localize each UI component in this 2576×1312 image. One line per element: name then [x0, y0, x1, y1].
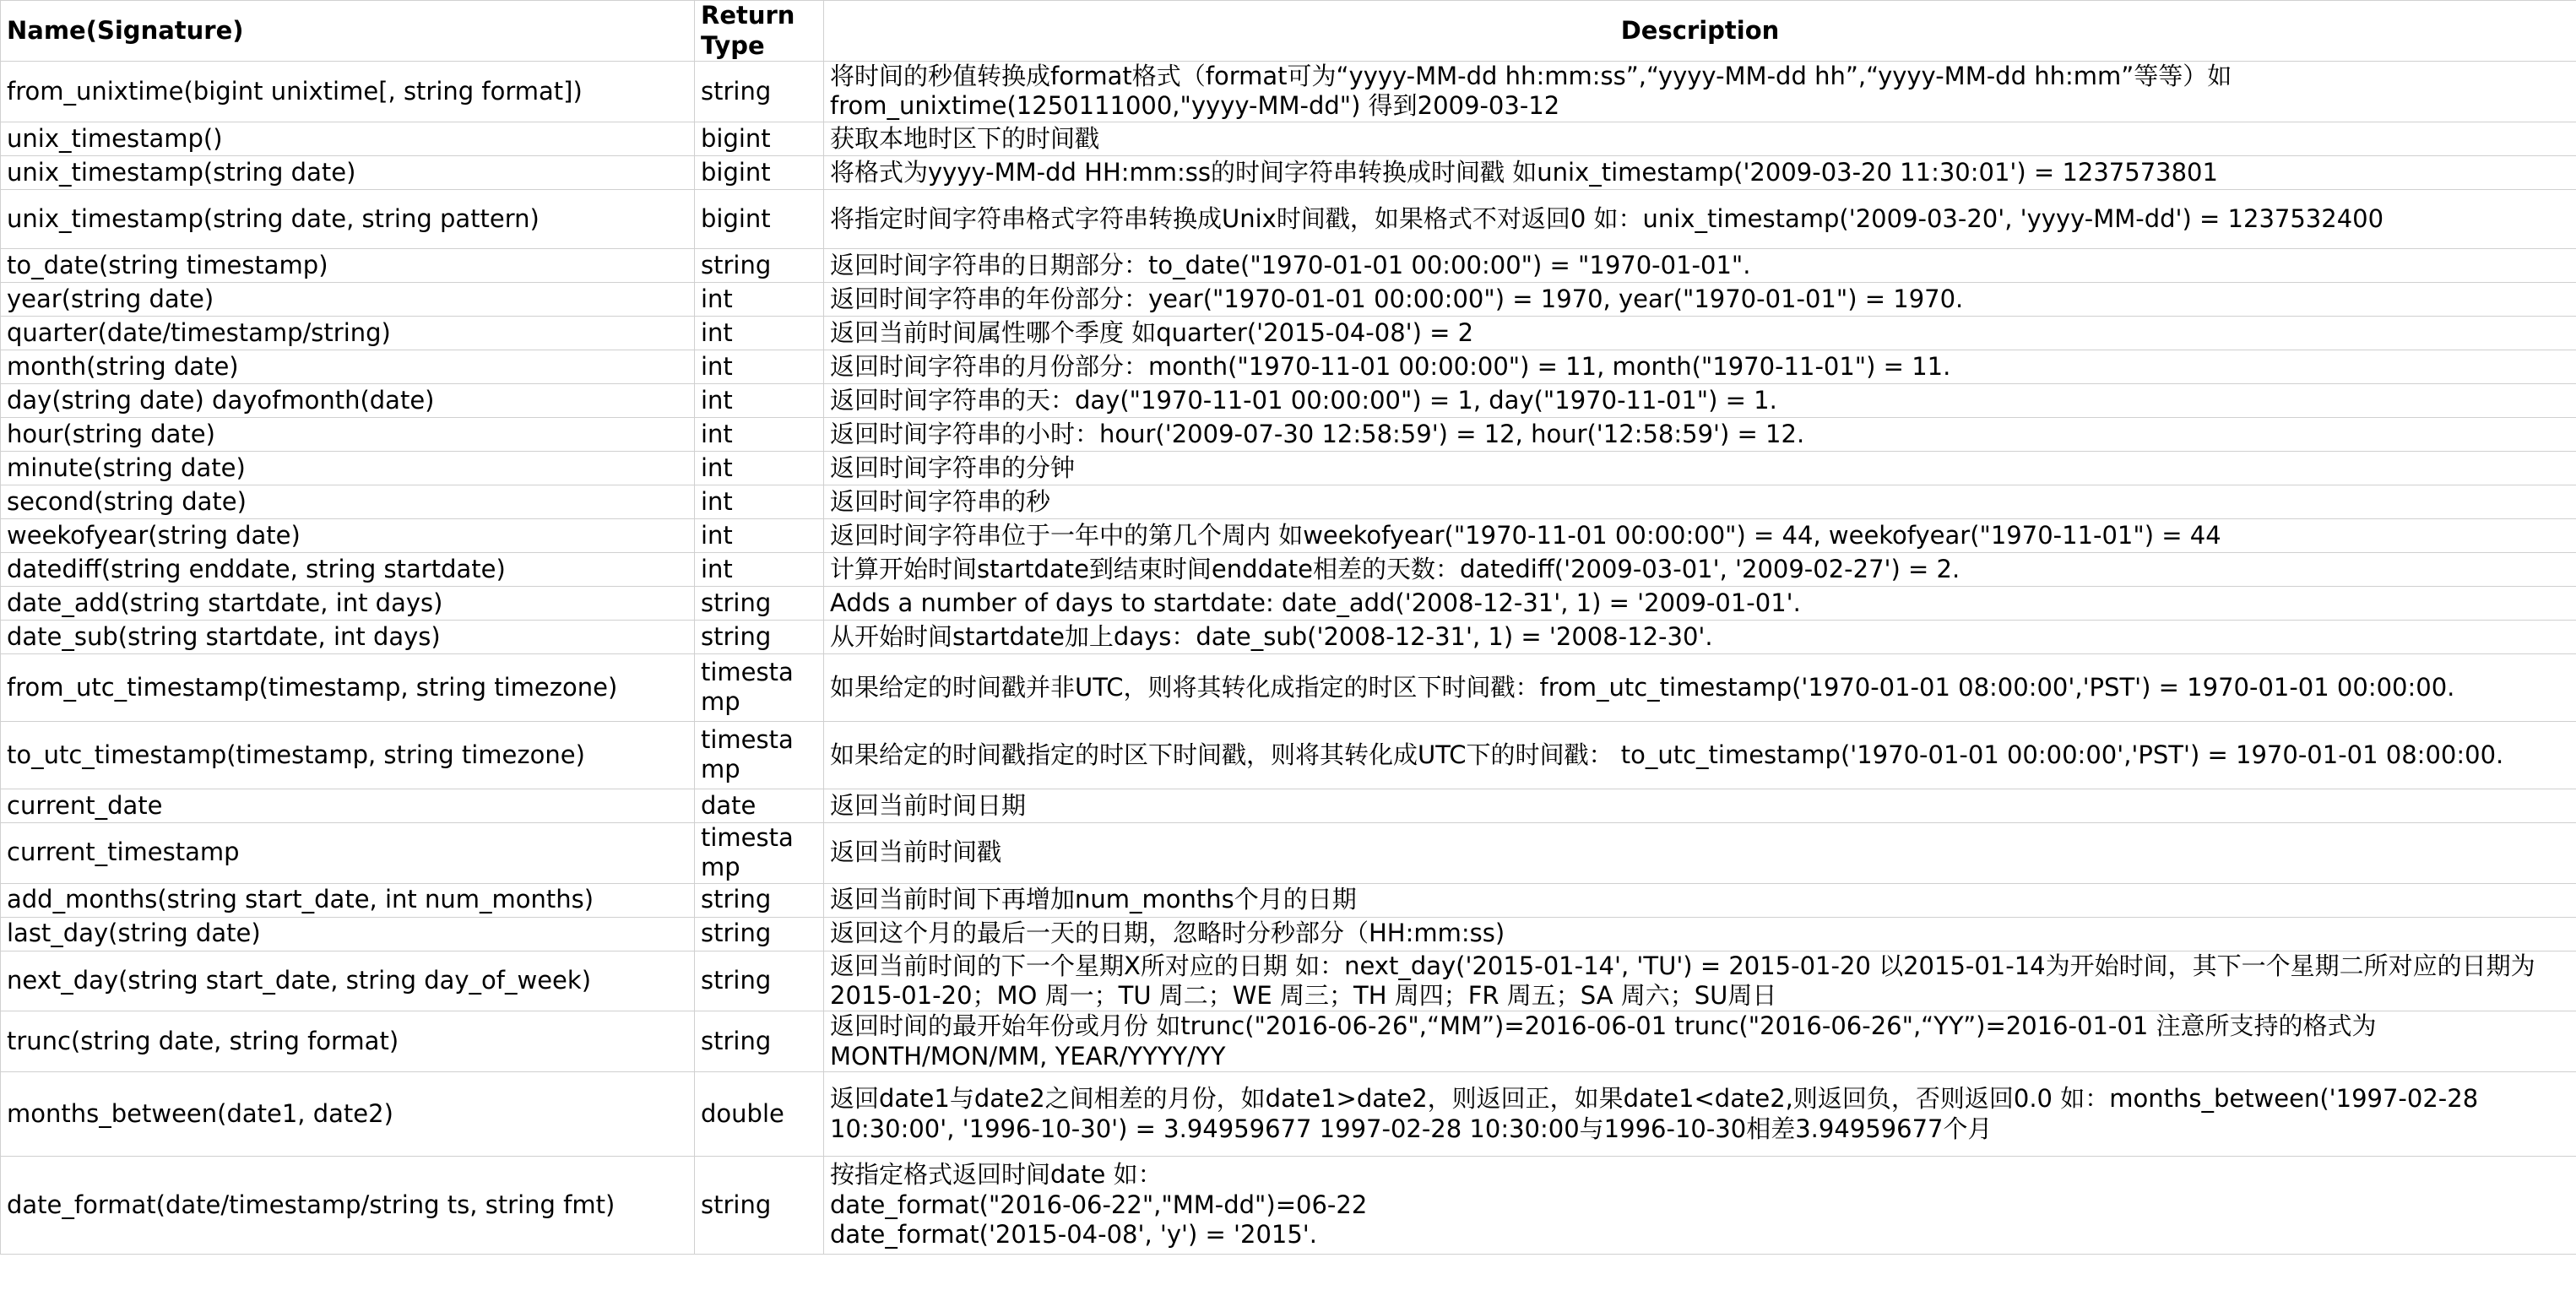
function-description: 计算开始时间startdate到结束时间enddate相差的天数：datediff('2009-03-01', '2009-02-27') = 2.: [824, 552, 2576, 586]
table-row: [1, 189, 2576, 248]
function-description: 返回时间字符串的年份部分：year("1970-01-01 00:00:00") = 1970, year("1970-01-01") = 1970.: [824, 282, 2576, 316]
function-description: 返回date1与date2之间相差的月份，如date1>date2，则返回正，如果date1<date2,则返回负，否则返回0.0 如：months_between('1997-02-28 10:30:00', '1996-10-30') = 3.94959677 1997-02-28 10:30:00与1996-10-30相差3.94959677个月: [824, 1072, 2576, 1157]
table-row: [1, 1011, 2576, 1072]
return-type: string: [695, 883, 824, 917]
function-signature: datediff(string enddate, string startdate): [1, 552, 695, 586]
table-row: [1, 721, 2576, 789]
table-row: [1, 822, 2576, 883]
function-signature: date_format(date/timestamp/string ts, string fmt): [1, 1157, 695, 1255]
function-description: 返回当前时间下再增加num_months个月的日期: [824, 883, 2576, 917]
table-row: [1, 417, 2576, 451]
return-type: int: [695, 383, 824, 417]
function-signature: day(string date) dayofmonth(date): [1, 383, 695, 417]
return-type: string: [695, 620, 824, 653]
table-row: [1, 620, 2576, 653]
table-row: [1, 485, 2576, 518]
function-signature: months_between(date1, date2): [1, 1072, 695, 1157]
table-row: [1, 789, 2576, 822]
function-signature: unix_timestamp(string date): [1, 155, 695, 189]
return-type: timestamp: [695, 721, 824, 789]
function-description: 返回时间字符串的天：day("1970-11-01 00:00:00") = 1, day("1970-11-01") = 1.: [824, 383, 2576, 417]
function-description: 返回当前时间日期: [824, 789, 2576, 822]
function-signature: from_unixtime(bigint unixtime[, string format]): [1, 62, 695, 122]
function-signature: unix_timestamp(string date, string pattern): [1, 189, 695, 248]
return-type: bigint: [695, 189, 824, 248]
description-column-header: Description: [824, 1, 2576, 62]
table-row: [1, 951, 2576, 1011]
return-type-column-header: Return Type: [695, 1, 824, 62]
function-description: 将时间的秒值转换成format格式（format可为“yyyy-MM-dd hh:mm:ss”,“yyyy-MM-dd hh”,“yyyy-MM-dd hh:mm”等等）如 from_unixtime(1250111000,"yyyy-MM-dd") 得到2009-03-12: [824, 62, 2576, 122]
function-description: Adds a number of days to startdate: date_add('2008-12-31', 1) = '2009-01-01'.: [824, 586, 2576, 620]
return-type: string: [695, 62, 824, 122]
return-type: date: [695, 789, 824, 822]
return-type: int: [695, 485, 824, 518]
return-type: int: [695, 350, 824, 383]
return-type: string: [695, 1157, 824, 1255]
header-row: [1, 1, 2576, 62]
return-type: int: [695, 316, 824, 350]
function-description: 返回当前时间戳: [824, 822, 2576, 883]
function-signature: unix_timestamp(): [1, 122, 695, 155]
function-signature: from_utc_timestamp(timestamp, string timezone): [1, 653, 695, 721]
table-row: [1, 282, 2576, 316]
return-type: int: [695, 417, 824, 451]
table-row: [1, 155, 2576, 189]
function-signature: month(string date): [1, 350, 695, 383]
function-description: 返回这个月的最后一天的日期，忽略时分秒部分（HH:mm:ss): [824, 917, 2576, 951]
return-type: bigint: [695, 122, 824, 155]
table-row: [1, 653, 2576, 721]
return-type: timestamp: [695, 822, 824, 883]
function-description: 按指定格式返回时间date 如： date_format("2016-06-22","MM-dd")=06-22 date_format('2015-04-08', 'y') = '2015'.: [824, 1157, 2576, 1255]
function-signature: to_utc_timestamp(timestamp, string timezone): [1, 721, 695, 789]
table-row: [1, 586, 2576, 620]
return-type: string: [695, 951, 824, 1011]
function-description: 返回时间的最开始年份或月份 如trunc("2016-06-26",“MM”)=2016-06-01 trunc("2016-06-26",“YY”)=2016-01-01 注意所支持的格式为MONTH/MON/MM, YEAR/YYYY/YY: [824, 1011, 2576, 1072]
function-description: 将格式为yyyy-MM-dd HH:mm:ss的时间字符串转换成时间戳 如unix_timestamp('2009-03-20 11:30:01') = 1237573801: [824, 155, 2576, 189]
table-row: [1, 883, 2576, 917]
function-description: 返回时间字符串的分钟: [824, 451, 2576, 485]
return-type: double: [695, 1072, 824, 1157]
function-signature: trunc(string date, string format): [1, 1011, 695, 1072]
function-signature: date_sub(string startdate, int days): [1, 620, 695, 653]
function-signature: minute(string date): [1, 451, 695, 485]
function-signature: current_date: [1, 789, 695, 822]
function-signature: next_day(string start_date, string day_of_week): [1, 951, 695, 1011]
function-signature: current_timestamp: [1, 822, 695, 883]
return-type: bigint: [695, 155, 824, 189]
table-row: [1, 917, 2576, 951]
function-signature: date_add(string startdate, int days): [1, 586, 695, 620]
table-row: [1, 350, 2576, 383]
function-description: 返回时间字符串的日期部分：to_date("1970-01-01 00:00:00") = "1970-01-01".: [824, 248, 2576, 282]
return-type: int: [695, 552, 824, 586]
name-column-header: Name(Signature): [1, 1, 695, 62]
table-row: [1, 122, 2576, 155]
table-row: [1, 1157, 2576, 1255]
function-description: 获取本地时区下的时间戳: [824, 122, 2576, 155]
table-row: [1, 451, 2576, 485]
return-type: string: [695, 586, 824, 620]
function-signature: year(string date): [1, 282, 695, 316]
return-type: timestamp: [695, 653, 824, 721]
function-description: 返回时间字符串的小时：hour('2009-07-30 12:58:59') = 12, hour('12:58:59') = 12.: [824, 417, 2576, 451]
return-type: int: [695, 451, 824, 485]
return-type: int: [695, 282, 824, 316]
function-description: 将指定时间字符串格式字符串转换成Unix时间戳，如果格式不对返回0 如：unix_timestamp('2009-03-20', 'yyyy-MM-dd') = 1237532400: [824, 189, 2576, 248]
table-row: [1, 316, 2576, 350]
function-description: 如果给定的时间戳并非UTC，则将其转化成指定的时区下时间戳：from_utc_timestamp('1970-01-01 08:00:00','PST') = 1970-01-01 00:00:00.: [824, 653, 2576, 721]
function-description: 从开始时间startdate加上days：date_sub('2008-12-31', 1) = '2008-12-30'.: [824, 620, 2576, 653]
table-row: [1, 248, 2576, 282]
function-signature: quarter(date/timestamp/string): [1, 316, 695, 350]
return-type: string: [695, 1011, 824, 1072]
function-signature: to_date(string timestamp): [1, 248, 695, 282]
table-row: [1, 383, 2576, 417]
table-row: [1, 1072, 2576, 1157]
function-signature: last_day(string date): [1, 917, 695, 951]
function-description: 返回时间字符串的秒: [824, 485, 2576, 518]
table-row: [1, 518, 2576, 552]
return-type: string: [695, 248, 824, 282]
table-row: [1, 552, 2576, 586]
return-type: int: [695, 518, 824, 552]
function-signature: weekofyear(string date): [1, 518, 695, 552]
function-description: 如果给定的时间戳指定的时区下时间戳，则将其转化成UTC下的时间戳： to_utc_timestamp('1970-01-01 00:00:00','PST') = 1970-01-01 08:00:00.: [824, 721, 2576, 789]
function-signature: hour(string date): [1, 417, 695, 451]
function-description: 返回当前时间的下一个星期X所对应的日期 如：next_day('2015-01-14', 'TU') = 2015-01-20 以2015-01-14为开始时间，其下一个星期二所对应的日期为2015-01-20；MO 周一；TU 周二；WE 周三；TH 周四；FR 周五；SA 周六；SU周日: [824, 951, 2576, 1011]
function-signature: add_months(string start_date, int num_months): [1, 883, 695, 917]
function-signature: second(string date): [1, 485, 695, 518]
function-description: 返回当前时间属性哪个季度 如quarter('2015-04-08') = 2: [824, 316, 2576, 350]
return-type: string: [695, 917, 824, 951]
function-description: 返回时间字符串位于一年中的第几个周内 如weekofyear("1970-11-01 00:00:00") = 44, weekofyear("1970-11-01") = 44: [824, 518, 2576, 552]
table-row: [1, 62, 2576, 122]
function-description: 返回时间字符串的月份部分：month("1970-11-01 00:00:00") = 11, month("1970-11-01") = 11.: [824, 350, 2576, 383]
